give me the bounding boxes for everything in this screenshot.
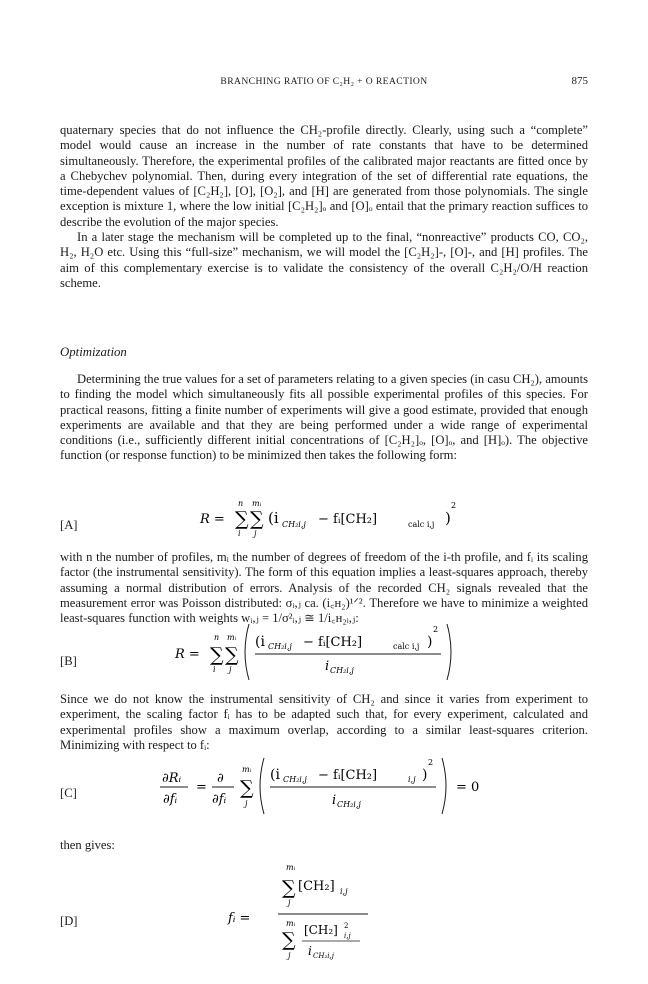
eq-d-sum-top: ∑ (282, 877, 296, 899)
equation-d-svg (228, 862, 428, 972)
eq-a-close: ) (445, 509, 451, 527)
eq-b-num-sub2: calc i,j (393, 642, 420, 651)
eq-c-j: j (245, 799, 248, 808)
paragraph-1 (60, 123, 588, 291)
eq-a-sum-i: ∑ (235, 508, 249, 530)
eq-b-sum-i: ∑ (210, 644, 224, 666)
eq-a-term: (i (268, 509, 279, 527)
eq-c-num-a: (i (270, 767, 280, 783)
eq-c-den: i (332, 793, 337, 808)
eq-c-m: mᵢ (242, 765, 252, 774)
equation-c (160, 754, 530, 818)
equation-c-svg (160, 754, 530, 818)
eq-d-num-sub: i,j (340, 887, 348, 896)
page-number: 875 (571, 75, 588, 87)
eq-a-sub2: calc i,j (408, 520, 435, 529)
eq-d-sum-bot: ∑ (282, 929, 296, 951)
paragraph-4 (60, 550, 588, 626)
eq-a-j: j (254, 529, 257, 538)
eq-b-lhs: R = (175, 647, 200, 662)
eq-c-d2-num: ∂ (217, 771, 224, 786)
paragraph-3 (60, 372, 588, 464)
eq-b-i: i (213, 665, 216, 674)
running-title: BRANCHING RATIO OF C₂H₂ + O REACTION (220, 76, 428, 87)
eq-c-num-mid: − fᵢ[CH₂] (318, 768, 378, 783)
eq-d-den-num-sup: 2 (344, 922, 349, 930)
equation-d-label: [D] (60, 914, 78, 928)
section-heading: Optimization (60, 345, 127, 359)
eq-d-den-num: [CH₂] (304, 923, 338, 937)
eq-b-power: 2 (433, 625, 439, 634)
eq-b-den: i (325, 659, 330, 674)
eq-b-n: n (214, 633, 220, 642)
eq-a-power: 2 (451, 501, 457, 510)
paragraph-6-text: then gives: (60, 838, 115, 852)
eq-b-big-paren-left (245, 624, 249, 680)
equation-b-label: [B] (60, 654, 77, 668)
eq-c-big-paren-right (442, 758, 446, 814)
eq-c-rhs: = 0 (456, 780, 480, 795)
eq-d-den-den-sub: CH₂i,j (313, 952, 334, 960)
running-head (60, 76, 588, 92)
eq-c-d1-den: ∂fᵢ (163, 792, 178, 807)
eq-c-eq: = (196, 780, 207, 795)
eq-c-d2-den: ∂fᵢ (212, 792, 227, 807)
equation-d (228, 862, 428, 972)
eq-d-num: [CH₂] (298, 879, 335, 894)
eq-a-n: n (238, 499, 244, 508)
eq-a-i: i (238, 529, 241, 538)
eq-b-j: j (229, 665, 232, 674)
eq-c-num-sub1: CH₂i,j (283, 775, 307, 784)
eq-b-sum-j: ∑ (225, 644, 239, 666)
paragraph-3-text: Determining the true values for a set of parameters relating to a given species (in casu CH₂), amounts to finding the model which simultaneously fits all possible experimental profiles of this species. For practical reasons, fitting a finite number of experiments will give a good estimate, provided that enough experiments are available and that they are being performed under a wide range of experimental conditions (i.e., sufficiently different initial concentrations of [C₂H₂]ₒ, [O]ₒ, and [H]ₒ). The objective function (or response function) to be minimized then takes the following form: (60, 372, 588, 463)
eq-b-num-mid: − fᵢ[CH₂] (303, 635, 363, 650)
eq-b-num-sub1: CH₂i,j (268, 642, 292, 651)
eq-a-m: mᵢ (252, 499, 262, 508)
eq-b-big-paren-right (447, 624, 451, 680)
eq-b-m: mᵢ (227, 633, 237, 642)
equation-c-label: [C] (60, 786, 77, 800)
eq-b-num-close: ) (427, 634, 433, 650)
paragraph-1-text: quaternary species that do not influence the CH₂-profile directly. Clearly, using such a “complete” model would cause an increase in the number of rate constants that have to be determined simultaneously. Therefore, the experimental profiles of the calibrated major reactants are fitted once by a Chebychev polynomial. Then, during every integration of the set of differential rate equations, the time-dependent values of [C₂H₂], [O], [O₂], and [H] are generated from those polynomials. The single exception is mixture 1, where the low initial [C₂H₂]ₒ and [O]ₒ entail that the primary reaction suffices to describe the evolution of the major species. (60, 123, 588, 229)
eq-a-sub1: CH₂i,j (282, 520, 306, 529)
eq-c-den-sub: CH₂i,j (337, 800, 361, 809)
eq-b-num-a: (i (255, 634, 265, 650)
paragraph-4-text: with n the number of profiles, mᵢ the number of degrees of freedom of the i-th profile, and fᵢ its scaling factor (the instrumental sensitivity). The form of this equation implies a least-squares approach, thereby assuming a normal distribution of errors. Analysis of the recorded CH₂ signals revealed that the measurement error was Poisson distributed: σᵢ,ⱼ ca. (i꜀ʜ₂)¹ᐟ². Therefore we have to minimize a weighted least-squares function with weights wᵢ,ⱼ = 1/σ²ᵢ,ⱼ ≅ 1/i꜀ʜ₂ᵢ,ⱼ: (60, 550, 588, 626)
eq-d-den-den: i (308, 944, 312, 958)
equation-a-label: [A] (60, 518, 78, 532)
paragraph-5 (60, 692, 588, 753)
eq-b-den-sub: CH₂i,j (330, 666, 354, 675)
paragraph-6 (60, 838, 588, 853)
equation-a (200, 498, 530, 538)
paragraph-2-text: In a later stage the mechanism will be completed up to the final, “nonreactive” products CO, CO₂, H₂, H₂O etc. Using this “full-size” mechanism, we will model the [C₂H₂]-, [O]-, and [H] profiles. The aim of this complementary exercise is to validate the consistency of the overall C₂H₂/O/H reaction scheme. (60, 230, 588, 290)
eq-d-den-num-sub: i,j (344, 932, 351, 940)
eq-d-m-top: mᵢ (286, 863, 296, 872)
eq-a-lhs: R = (200, 512, 225, 527)
eq-c-power: 2 (428, 758, 434, 767)
paragraph-5-text: Since we do not know the instrumental sensitivity of CH₂ and since it varies from experiment to experiment, the scaling factor fᵢ has to be adapted such that, for every experiment, calculated and experimental profiles show a maximum overlap, according to a similar least-squares criterion. Minimizing with respect to fᵢ: (60, 692, 588, 752)
eq-d-j-top: j (288, 898, 291, 907)
eq-d-lhs: fᵢ = (228, 911, 251, 926)
equation-b (175, 620, 495, 682)
eq-c-sum-j: ∑ (240, 777, 254, 799)
eq-d-j-bot: j (288, 951, 291, 960)
eq-a-sum-j: ∑ (250, 508, 264, 530)
eq-d-m-bot: mᵢ (286, 919, 296, 928)
eq-c-big-paren-left (260, 758, 264, 814)
equation-b-svg (175, 620, 495, 682)
eq-c-num-sub2: i,j (408, 775, 416, 784)
equation-a-svg (200, 498, 530, 538)
eq-c-num-close: ) (422, 767, 428, 783)
eq-a-mid: − fᵢ[CH₂] (318, 512, 378, 527)
eq-c-d1-num: ∂Rᵢ (162, 771, 182, 786)
